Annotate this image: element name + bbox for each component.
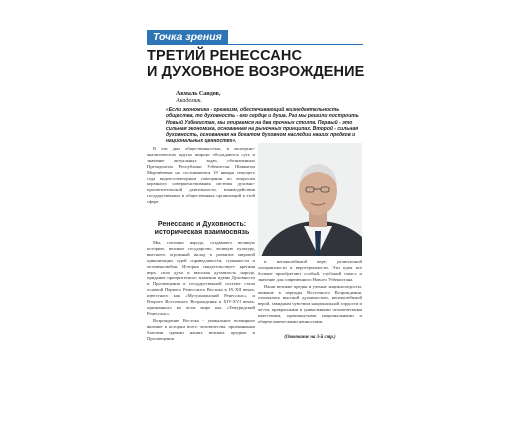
headline-line-1: ТРЕТИЙ РЕНЕССАНС	[147, 48, 303, 64]
lead-quote: «Если экономика - организм, обеспечивающий жизнедеятельность общества, то духовность - его сердце и душа. Раз мы решили построить Новый Узбекистан, мы опираемся на два прочных столпа. Первый - это сильная экономика, основанная на рыночных принципах. Второй - сильная духовность, основанная на богатом духовном наследии наших предков и национальных ценностях».	[166, 107, 359, 145]
author-name: Акмаль Саидов,	[176, 91, 221, 97]
column-intro	[147, 146, 255, 206]
author-photo	[258, 143, 362, 256]
author-block	[176, 91, 220, 105]
subhead-line-2: историческая взаимосвязь	[154, 229, 250, 236]
headline-line-2: И ДУХОВНОЕ ВОЗРОЖДЕНИЕ	[147, 63, 365, 80]
headline	[147, 49, 367, 80]
portrait-image	[258, 143, 362, 256]
column-left	[147, 240, 255, 342]
intro-paragraph: В эти дни общественностью, в экспертно-аналитических кругах широко обсуждаются суть и значение актуальных задач, обозначенных Президентом Республики Узбекистан Шавкатом Мирзиёевым на состоявшемся 19 января текущего года видеоселекторном совещании по вопросам коренного совершенствования системы духовно-просветительской деятельности, взаимодействия государственных и общественных организаций в этой сфере.	[147, 146, 255, 205]
rubric-label: Точка зрения	[147, 30, 228, 44]
column-right	[258, 259, 362, 326]
subhead-line-1: Ренессанс и Духовность:	[157, 221, 247, 228]
author-title: Академик.	[176, 98, 203, 104]
body-left-paragraph-1: Мы, потомки народа, создавшего великую историю, великое государство, великую культуру, внесшего огромный вклад в развитие мировой цивилизации, идей справедливости, гуманности и человеколюбия. История свидетельствует: крепкая вера, сила духа и высокая духовность народа, придание приоритетного значения идеям Духовности и Просвещения в государственной системе стали основой Первого Ренессанса Востока в IX-XII веках, известного как «Мусульманский Ренессанс», и Второго Восточного Возрождения в XIV-XVI веках, признанного во всем мире как «Темуридский Ренессанс».	[147, 240, 255, 316]
body-right-paragraph-1: и непоколебимой вере, религиозной толерантности и веротерпимости. Эти идеи все больше приобретают особый, глубокий смысл и значение для современного Нового Узбекистана.	[258, 259, 362, 282]
rubric-divider	[147, 44, 363, 45]
body-right-paragraph-2: Наши великие предки и ученые энциклопедисты, жившие в периоды Восточного Возрождения, отличались высокой духовностью, непоколебимой верой, завидным чувством национальной гордости и чести, прекрасными и уникальными человеческими качествами, проникнутыми национальными и общечеловеческими ценностями.	[258, 283, 362, 325]
body-left-paragraph-2: Возрождение Востока - уникальное всемирное явление в истории всего человечества, призванными благими идеями наших великих предков и Просвещения	[147, 317, 255, 341]
section-subhead	[147, 221, 257, 237]
continuation-note: (Окончание на 3-й стр.)	[284, 335, 336, 340]
